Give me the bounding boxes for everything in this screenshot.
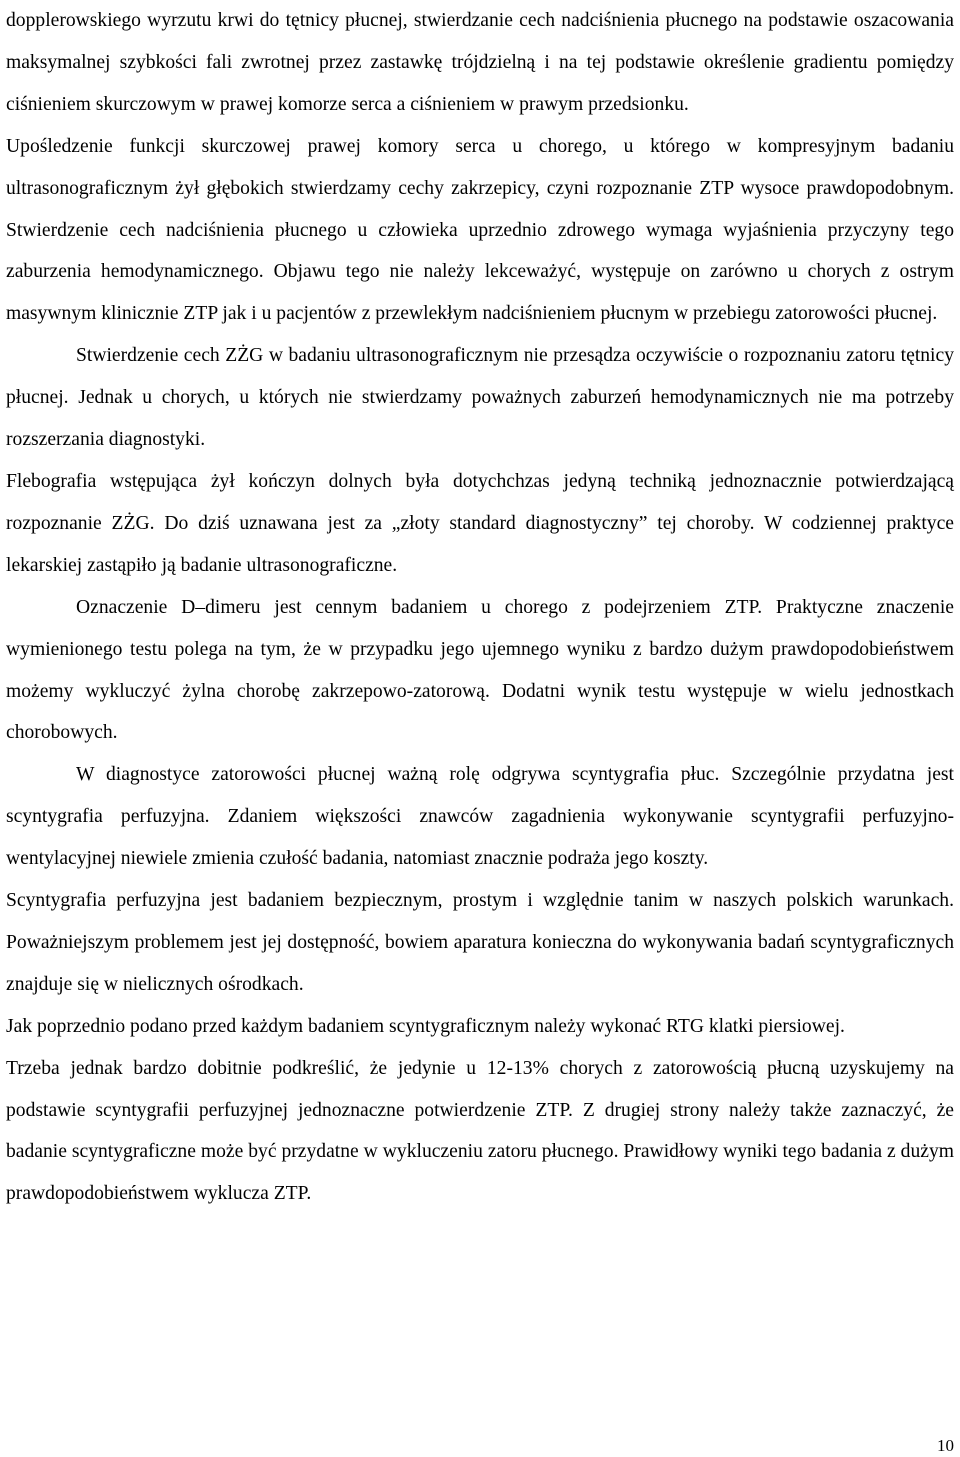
paragraph-perfusion-scintigraphy: Scyntygrafia perfuzyjna jest badaniem bezpiecznym, prostym i względnie tanim w naszych polskich warunkach. Poważniejszym problemem jest jej dostępność, bowiem aparatura konieczna do wykonywania badań scyntygraficznych znajduje się w nielicznych ośrodkach.: [6, 890, 954, 995]
paragraph-scintigraphy: W diagnostyce zatorowości płucnej ważną rolę odgrywa scyntygrafia płuc. Szczególnie przydatna jest scyntygrafia perfuzyjna. Zdaniem większości znawców zagadnienia wykonywanie scyntygrafii perfuzyjno-wentylacyjnej niewiele zmienia czułość badania, natomiast znacznie podraża jego koszty.: [6, 764, 954, 870]
paragraph-echo-continuation: dopplerowskiego wyrzutu krwi do tętnicy płucnej, stwierdzanie cech nadciśnienia płucnego na podstawie oszacowania maksymalnej szybkości fali zwrotnej przez zastawkę trójdzielną i na tej podstawie określenie gradientu pomiędzy ciśnieniem skurczowym w prawej komorze serca a ciśnieniem w prawym przedsionku.: [6, 10, 954, 115]
paragraph-d-dimer: Oznaczenie D–dimeru jest cennym badaniem u chorego z podejrzeniem ZTP. Praktyczne znaczenie wymienionego testu polega na tym, że w przypadku jego ujemnego wyniku z bardzo dużym prawdopodobieństwem możemy wykluczyć żylna chorobę zakrzepowo-zatorową. Dodatni wynik testu występuje w wielu jednostkach chorobowych.: [6, 596, 954, 744]
paragraph-right-ventricle: Upośledzenie funkcji skurczowej prawej komory serca u chorego, u którego w kompresyjnym badaniu ultrasonograficznym żył głębokich stwierdzamy cechy zakrzepicy, czyni rozpoznanie ZTP wysoce prawdopodobnym. Stwierdzenie cech nadciśnienia płucnego u człowieka uprzednio zdrowego wymaga wyjaśnienia przyczyny tego zaburzenia hemodynamicznego. Objawu tego nie należy lekceważyć, występuje on zarówno u chorych z ostrym masywnym klinicznie ZTP jak i u pacjentów z przewlekłym nadciśnieniem płucnym w przebiegu zatorowości płucnej.: [6, 135, 954, 325]
paragraph-chest-xray: Jak poprzednio podano przed każdym badaniem scyntygraficznym należy wykonać RTG klatki piersiowej.: [6, 1015, 845, 1037]
paragraph-zzg-ultrasound: Stwierdzenie cech ZŻG w badaniu ultrasonograficznym nie przesądza oczywiście o rozpoznaniu zatoru tętnicy płucnej. Jednak u chorych, u których nie stwierdzamy poważnych zaburzeń hemodynamicznych nie ma potrzeby rozszerzania diagnostyki.: [6, 345, 954, 451]
paragraph-phlebography: Flebografia wstępująca żył kończyn dolnych była dotychchzas jedyną techniką jednoznacznie potwierdzającą rozpoznanie ZŻG. Do dziś uznawana jest za „złoty standard diagnostyczny” tej choroby. W codziennej praktyce lekarskiej zastąpiło ją badanie ultrasonograficzne.: [6, 470, 954, 576]
paragraph-confirmation-rate: Trzeba jednak bardzo dobitnie podkreślić, że jedynie u 12-13% chorych z zatorowością płucną uzyskujemy na podstawie scyntygrafii perfuzyjnej jednoznaczne potwierdzenie ZTP. Z drugiej strony należy także zaznaczyć, że badanie scyntygraficzne może być przydatne w wykluczeniu zatoru płucnego. Prawidłowy wyniki tego badania z dużym prawdopodobieństwem wyklucza ZTP.: [6, 1057, 954, 1205]
document-page: [6, 0, 954, 1215]
page-number: 10: [937, 1436, 954, 1455]
